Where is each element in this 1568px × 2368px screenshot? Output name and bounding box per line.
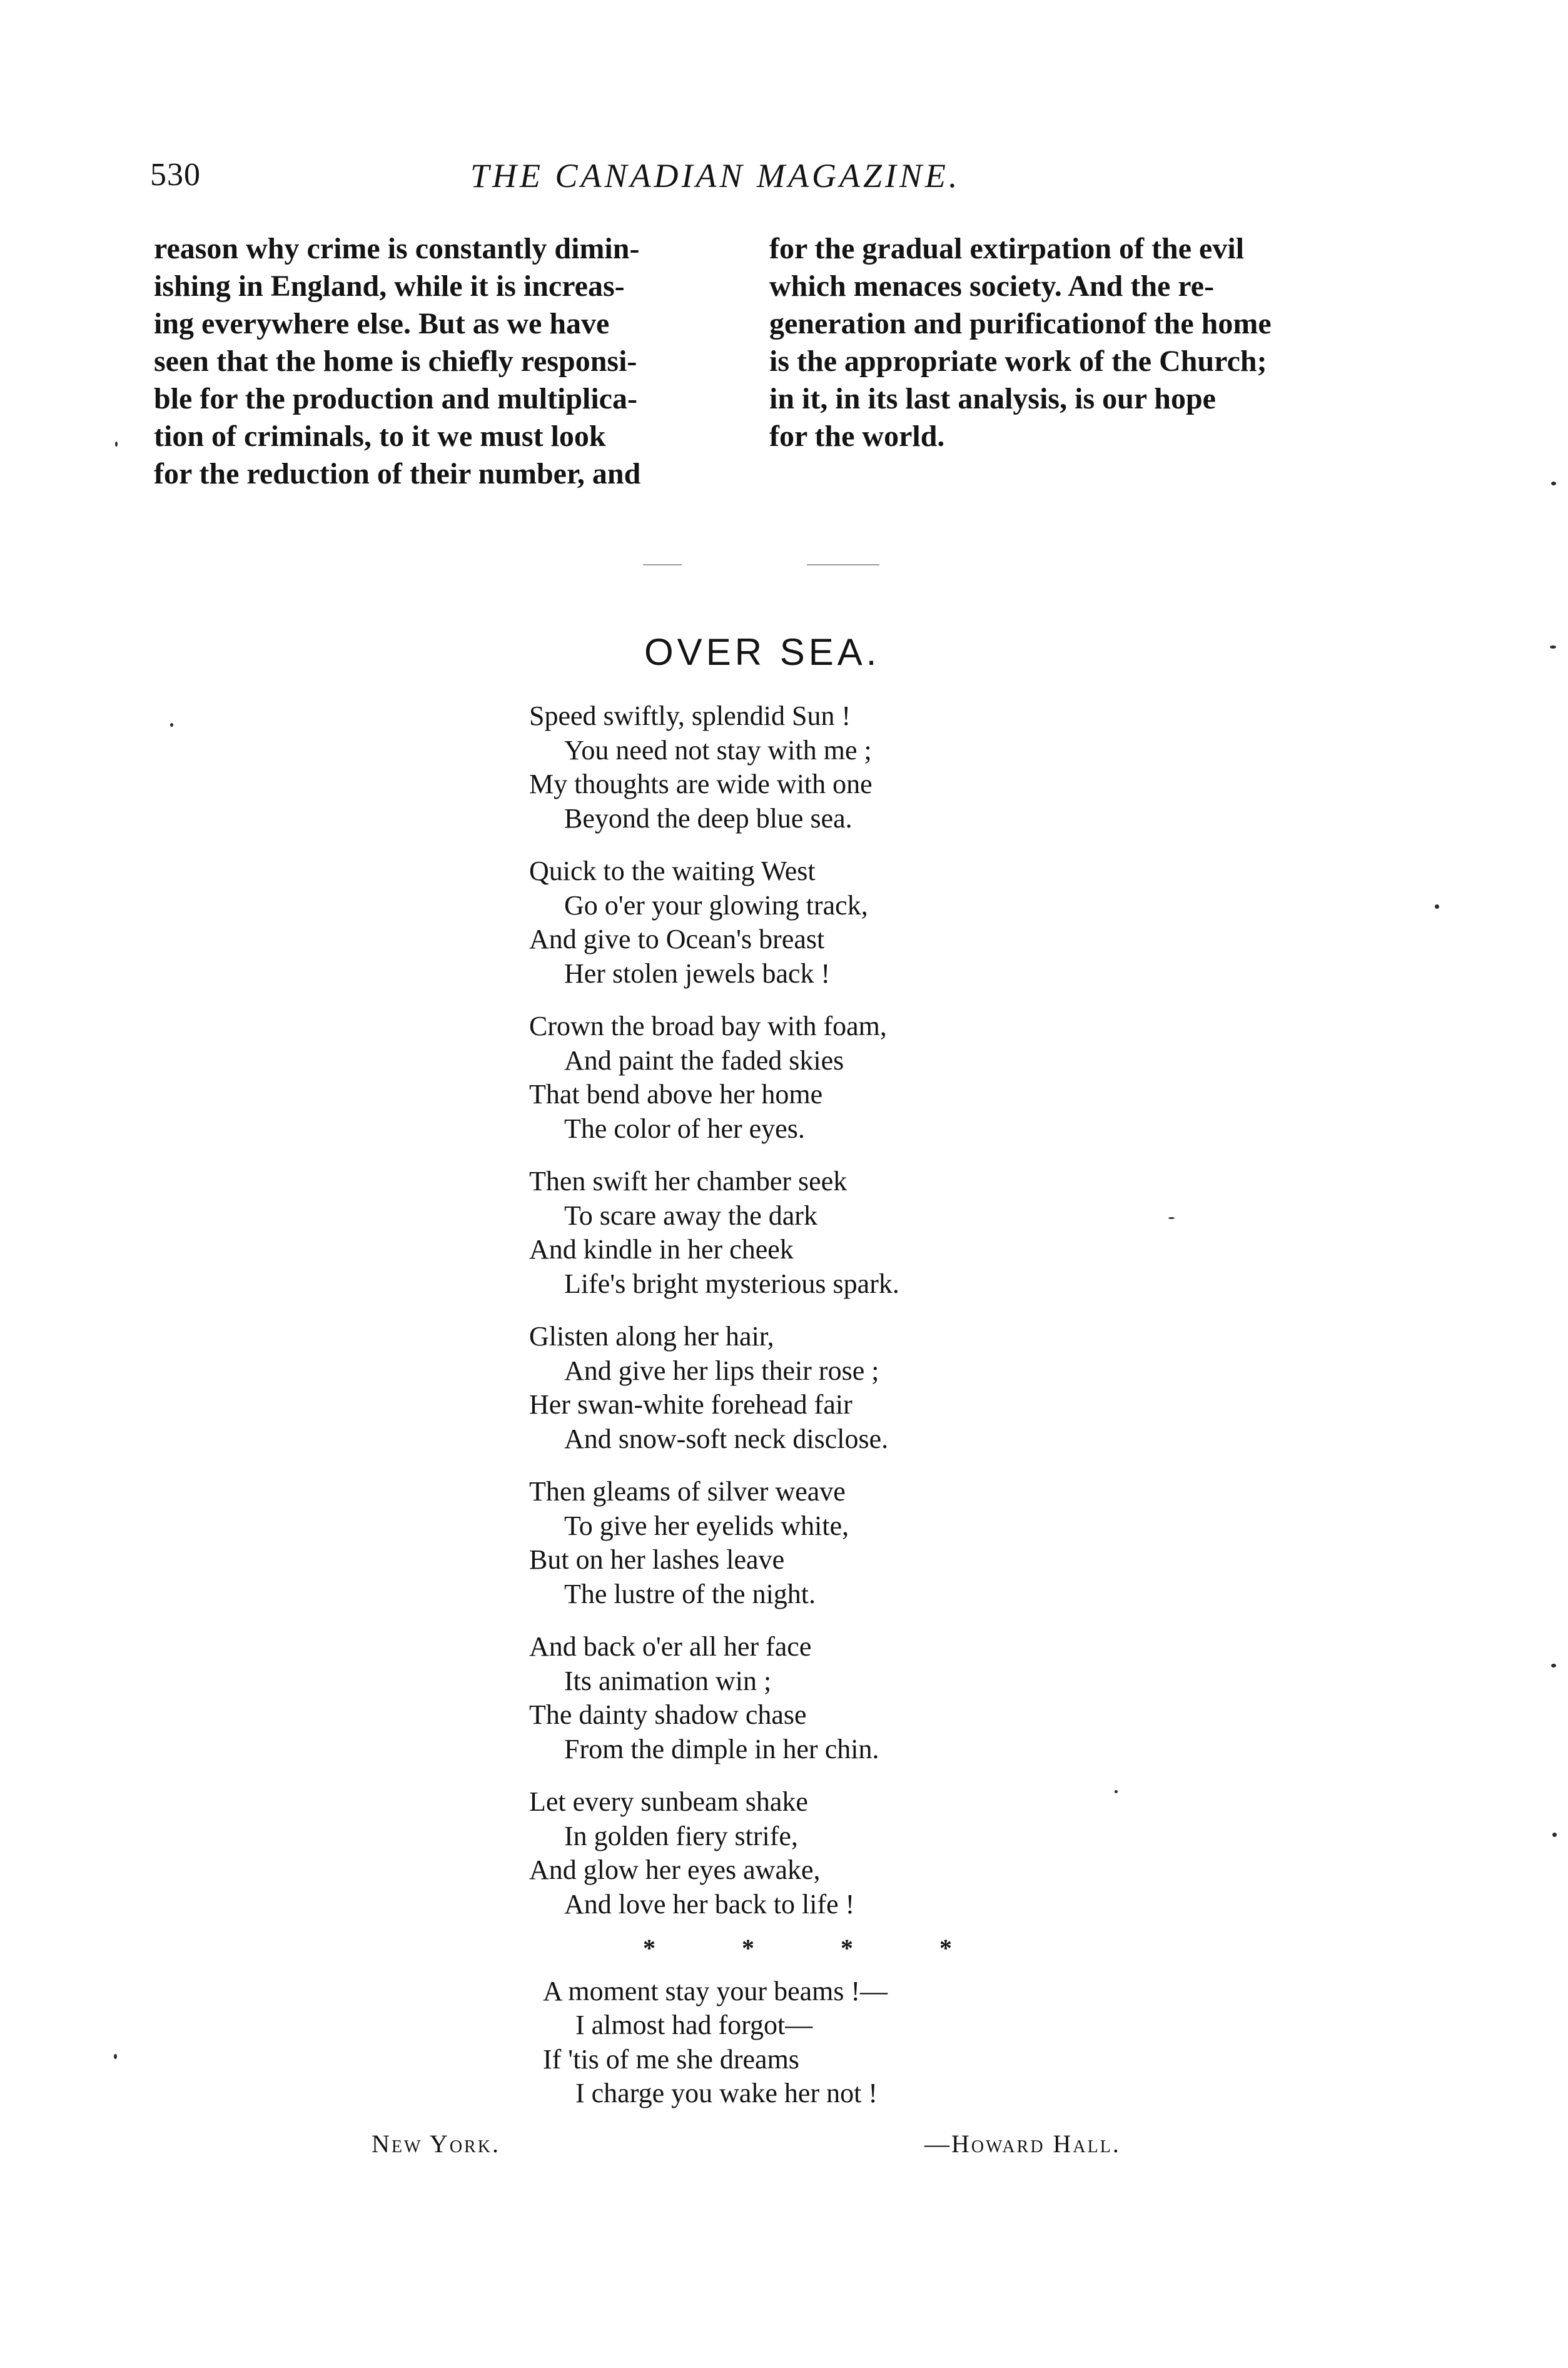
verse-line: Quick to the waiting West [529, 856, 816, 886]
verse-line: And paint the faded skies [564, 1045, 844, 1076]
verse-line: If 'tis of me she dreams [543, 2043, 799, 2075]
scan-speck [1168, 1217, 1175, 1219]
verse-line: From the dimple in her chin. [564, 1733, 879, 1764]
verse-line: Crown the broad bay with foam, [529, 1011, 887, 1041]
verse-line: Let every sunbeam shake [529, 1786, 808, 1817]
verse-line: To scare away the dark [564, 1200, 817, 1231]
verse-line: That bend above her home [529, 1079, 823, 1110]
verse-line: I charge you wake her not ! [575, 2078, 878, 2108]
verse-line: Its animation win ; [564, 1665, 772, 1696]
section-separator [807, 564, 879, 565]
prose-line: is the appropriate work of the Church; [769, 345, 1267, 378]
stanza [529, 1785, 992, 1921]
stanza [529, 1009, 992, 1146]
prose-line: seen that the home is chiefly responsi- [154, 345, 637, 378]
verse-line: Her stolen jewels back ! [564, 958, 831, 989]
prose-right-column [769, 230, 1272, 455]
prose-line: which menaces society. And the re- [769, 270, 1215, 303]
prose-line: ishing in England, while it is increas- [154, 270, 625, 303]
prose-left-column [154, 230, 640, 493]
final-stanza [529, 1975, 992, 2111]
asterism-divider: * * * * [643, 1934, 992, 1962]
verse-line: And glow her eyes awake, [529, 1854, 821, 1885]
verse-line: And give her lips their rose ; [564, 1355, 879, 1386]
verse-line: My thoughts are wide with one [529, 769, 873, 799]
verse-line: Life's bright mysterious spark. [564, 1268, 899, 1299]
prose-line: in it, in its last analysis, is our hope [769, 382, 1216, 415]
scan-speck [115, 442, 118, 447]
scan-speck [1550, 645, 1556, 649]
prose-line: ing everywhere else. But as we have [154, 307, 610, 340]
scan-speck [1435, 904, 1439, 909]
place-signature: New York. [372, 2130, 500, 2158]
prose-line: reason why crime is constantly dimin- [154, 232, 640, 265]
poem-title: OVER SEA. [644, 631, 881, 673]
running-title: THE CANADIAN MAGAZINE. [470, 157, 961, 195]
prose-line: for the reduction of their number, and [154, 457, 641, 490]
verse-line: The dainty shadow chase [529, 1699, 807, 1730]
poem-body [529, 699, 992, 2130]
prose-line: for the world. [769, 420, 945, 453]
scan-speck [1552, 1833, 1557, 1837]
stanza [529, 854, 992, 991]
verse-line: Glisten along her hair, [529, 1321, 774, 1352]
verse-line: Then gleams of silver weave [529, 1476, 846, 1507]
scan-speck [1115, 1790, 1118, 1793]
verse-line: The lustre of the night. [564, 1578, 816, 1609]
scan-speck [1551, 482, 1556, 485]
verse-line: You need not stay with me ; [564, 734, 872, 766]
verse-line: Speed swiftly, splendid Sun ! [529, 701, 851, 731]
verse-line: Go o'er your glowing track, [564, 889, 868, 921]
prose-line: generation and purificationof the home [769, 307, 1272, 340]
scan-speck [1551, 1664, 1556, 1667]
stanza [529, 1320, 992, 1456]
page-number: 530 [150, 157, 201, 193]
verse-line: And love her back to life ! [564, 1888, 855, 1920]
verse-line: In golden fiery strife, [564, 1820, 798, 1851]
stanza [529, 1475, 992, 1611]
verse-line: A moment stay your beams !— [543, 1975, 888, 2006]
prose-line: tion of criminals, to it we must look [154, 420, 606, 453]
stanza [529, 699, 992, 836]
verse-line: I almost had forgot— [575, 2010, 813, 2040]
verse-line: Her swan-white forehead fair [529, 1389, 852, 1420]
verse-line: The color of her eyes. [564, 1113, 805, 1144]
scan-speck [114, 2054, 117, 2059]
verse-line: And give to Ocean's breast [529, 924, 825, 954]
verse-line: But on her lashes leave [529, 1544, 785, 1575]
prose-line: ble for the production and multiplica- [154, 382, 637, 415]
stanza [529, 1165, 992, 1301]
verse-line: Then swift her chamber seek [529, 1166, 847, 1197]
verse-line: And kindle in her cheek [529, 1234, 794, 1265]
verse-line: And back o'er all her face [529, 1631, 812, 1662]
author-signature: —Howard Hall. [924, 2130, 1121, 2158]
prose-line: for the gradual extirpation of the evil [769, 232, 1245, 265]
section-separator [643, 564, 682, 565]
verse-line: To give her eyelids white, [564, 1510, 849, 1541]
verse-line: Beyond the deep blue sea. [564, 802, 852, 834]
stanza [529, 1630, 992, 1766]
scan-speck [170, 723, 173, 727]
verse-line: And snow-soft neck disclose. [564, 1423, 889, 1454]
